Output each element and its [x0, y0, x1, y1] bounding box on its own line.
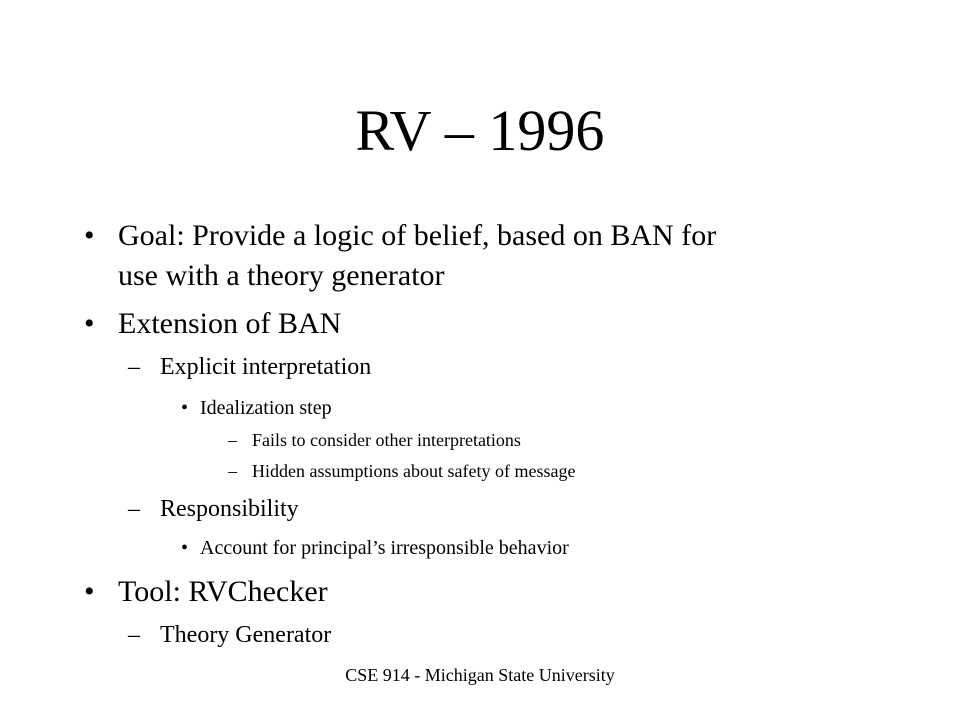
subitem-theory: Theory Generator: [160, 622, 332, 648]
bullet-goal-line1: Goal: Provide a logic of belief, based on BAN for: [118, 219, 717, 252]
bullet-marker-account: •: [181, 537, 189, 559]
bullet-goal-line2: use with a theory generator: [118, 259, 445, 292]
slide-title: RV – 1996: [355, 98, 605, 163]
subitem-responsibility: Responsibility: [160, 496, 299, 522]
bullet-marker-extension: •: [84, 307, 95, 340]
subitem-fails: Fails to consider other interpretations: [252, 430, 521, 450]
bullet-marker-goal: •: [84, 219, 95, 252]
bullet-extension: Extension of BAN: [118, 307, 342, 340]
bullet-marker-idealization: •: [181, 397, 189, 419]
dash-marker-fails: –: [228, 430, 237, 450]
subitem-explicit: Explicit interpretation: [160, 354, 372, 380]
dash-marker-theory: –: [128, 622, 140, 648]
dash-marker-explicit: –: [128, 354, 140, 380]
bullet-marker-tool: •: [84, 575, 95, 608]
dash-marker-hidden: –: [228, 461, 237, 481]
slide-footer: CSE 914 - Michigan State University: [345, 665, 615, 685]
subitem-idealization: Idealization step: [200, 397, 332, 419]
bullet-tool: Tool: RVChecker: [118, 575, 328, 608]
subitem-hidden: Hidden assumptions about safety of message: [252, 461, 576, 481]
subitem-account: Account for principal’s irresponsible behavior: [200, 537, 569, 559]
dash-marker-responsibility: –: [128, 496, 140, 522]
